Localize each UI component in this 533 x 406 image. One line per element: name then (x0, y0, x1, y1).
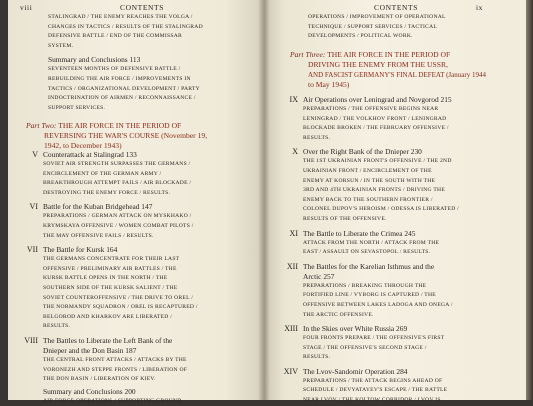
toc-line: STALINGRAD / THE ENEMY REACHES THE VOLGA / (48, 14, 193, 20)
toc-line: BLOCKADE BROKEN / THE FEBRUARY OFFENSIVE / (303, 125, 449, 132)
chapter-number: VI (29, 202, 38, 212)
chapter-number: VIII (24, 335, 38, 345)
toc-line: ENCIRCLEMENT OF THE GERMAN ARMY / (43, 170, 162, 177)
toc-line: THE 1ST UKRAINIAN FRONT'S OFFENSIVE / THE 2ND (303, 158, 452, 165)
part-two-heading (26, 117, 262, 151)
part-title: to May 1945) (308, 80, 350, 89)
toc-line: SOUTHERN SIDE OF THE KURSK SALIENT / THE (43, 284, 178, 291)
chapter-entry (22, 245, 262, 332)
chapter-entry (282, 229, 522, 258)
toc-line: STAGE / THE OFFENSIVE'S SECOND STAGE / (303, 344, 427, 351)
toc-line: PREPARATIONS / THE OFFENSIVE BEGINS NEAR (303, 106, 439, 112)
toc-line: OPERATIONS / IMPROVEMENT OF OPERATIONAL (308, 14, 446, 20)
toc-line: AIR FORCE OPERATIONS / SUPPORTING GROUND (43, 397, 182, 404)
part-title: THE AIR FORCE IN THE PERIOD OF (327, 50, 451, 59)
toc-line: SOVIET AIR STRENGTH SURPASSES THE GERMANS / (43, 161, 191, 167)
chapter-number: XIII (284, 324, 298, 334)
toc-line: DEFENSIVE BATTLE / END OF THE COMMISSAR (48, 33, 182, 40)
toc-line: THE ARCTIC OFFENSIVE. (303, 311, 374, 318)
toc-line: PREPARATIONS / BREAKING THROUGH THE (303, 282, 427, 289)
chapter-entry (282, 324, 522, 363)
toc-line: THE CENTRAL FRONT ATTACKS / ATTACKS BY THE (43, 356, 187, 363)
part-label: Part Three: (290, 50, 326, 59)
chapter-number: XI (289, 228, 298, 238)
chapter-title: Air Operations over Leningrad and Novgorod 215 (303, 95, 452, 104)
toc-line: 3RD AND 4TH UKRAINIAN FRONTS / DRIVING THE (303, 187, 446, 194)
summary-title: Summary and Conclusions 113 (48, 55, 141, 65)
toc-line: BREAKTHROUGH ATTEMPT FAILS / AIR BLOCKADE / (43, 180, 192, 187)
chapter-list-right (282, 95, 522, 406)
toc-line: SEVENTEEN MONTHS OF DEFENSIVE BATTLE / (48, 66, 181, 73)
part-title: DRIVING THE ENEMY FROM THE USSR, (308, 60, 448, 69)
toc-line: ATTACK FROM THE NORTH / ATTACK FROM THE (303, 239, 440, 246)
chapter-entry (22, 336, 262, 406)
chapter-title: Over the Right Bank of the Dnieper 230 (303, 147, 422, 157)
toc-line: NEAR LVOV / THE KOLTOW CORRIDOR / LVOV IS (303, 397, 441, 404)
part-title: AND FASCIST GERMANY'S FINAL DEFEAT (January 1944 (308, 71, 486, 79)
right-page (264, 0, 526, 404)
toc-line: THE GERMANS CONCENTRATE FOR THEIR LAST (43, 256, 180, 263)
chapter-title: The Battles to Liberate the Left Bank of the (43, 335, 173, 345)
chapter-title: In the Skies over White Russia 269 (303, 324, 408, 334)
toc-line: INDOCTRINATION OF AIRMEN / RECONNAISSANCE / (48, 95, 196, 102)
toc-line: RESULTS. (43, 323, 71, 330)
toc-line: OFFENSIVE / PRELIMINARY AIR BATTLES / THE (43, 265, 177, 272)
toc-line: THE MAY OFFENSIVE FAILS / RESULTS. (43, 232, 154, 239)
toc-line: EAST / ASSAULT ON SEVASTOPOL / RESULTS. (303, 249, 431, 256)
toc-line: PREPARATIONS / THE ATTACK BEGINS AHEAD OF (303, 377, 443, 384)
chapter-number: XII (286, 261, 298, 271)
part-title: 1942, to December 1943) (44, 141, 122, 150)
part-label: Part Two: (26, 121, 57, 130)
toc-line: RESULTS. (303, 134, 331, 141)
toc-line: SUPPORT SERVICES. (48, 104, 106, 111)
toc-line: CHANGES IN TACTICS / RESULTS OF THE STALINGRAD (48, 23, 203, 30)
chapter-title: Arctic 257 (303, 271, 335, 281)
toc-line: RESULTS. (303, 354, 331, 361)
toc-line: TACTICS / ORGANIZATIONAL DEVELOPMENT / PARTY (48, 85, 200, 92)
left-content (48, 13, 260, 113)
chapter-number: XIV (283, 366, 298, 376)
toc-line: FORTIFIED LINE / VYBORG IS CAPTURED / THE (303, 292, 436, 299)
toc-line: ENEMY AT KORSUN / IN THE SOUTH WITH THE (303, 177, 436, 184)
chapter-number: VII (26, 245, 38, 255)
book-gutter (258, 0, 270, 400)
toc-line: SOVIET COUNTEROFFENSIVE / THE DRIVE TO OREL / (43, 294, 194, 301)
toc-line: THE DON BASIN / LIBERATION OF KIEV. (43, 376, 156, 383)
toc-line: FOUR FRONTS PREPARE / THE OFFENSIVE'S FIRST (303, 335, 445, 342)
toc-line: THE NORMANDY SQUADRON / OREL IS RECAPTURED / (43, 304, 198, 311)
toc-line: OFFENSIVE BETWEEN LAKES LADOGA AND ONEGA / (303, 301, 453, 308)
chapter-list-left (22, 150, 262, 406)
chapter-title: Counterattack at Stalingrad 133 (43, 150, 137, 159)
page-edge (526, 0, 533, 400)
toc-line: DEVELOPMENTS / POLITICAL WORK. (308, 33, 413, 40)
page-number-right: ix (476, 3, 484, 12)
toc-line: PREPARATIONS / GERMAN ATTACK ON MYSKHAKO / (43, 213, 192, 220)
chapter-title: The Battle for Kursk 164 (43, 245, 118, 255)
toc-line: VORONEZH AND STEPPE FRONTS / LIBERATION OF (43, 366, 188, 373)
toc-line: ENEMY BACK TO THE SOUTHERN FRONTIER / (303, 196, 433, 203)
toc-line: TECHNIQUE / SUPPORT SERVICES / TACTICAL (308, 23, 438, 30)
toc-line: UKRAINIAN FRONT / ENCIRCLEMENT OF THE (303, 167, 432, 174)
summary-title: Summary and Conclusions 200 (43, 386, 136, 396)
chapter-title: Dnieper and the Don Basin 187 (43, 345, 137, 355)
chapter-entry (282, 95, 522, 143)
toc-line: COLONEL DUPOV'S HEROISM / ODESSA IS LIBERATED / (303, 206, 459, 213)
chapter-number: IX (289, 95, 298, 104)
chapter-title: The Lvov-Sandomir Operation 284 (303, 366, 408, 376)
chapter-entry (282, 262, 522, 320)
chapter-title: The Battle to Liberate the Crimea 245 (303, 228, 416, 238)
chapter-entry (282, 367, 522, 406)
toc-line: SYSTEM. (48, 42, 74, 49)
chapter-title: Battle for the Kuban Bridgehead 147 (43, 202, 153, 212)
part-three-heading (290, 46, 524, 90)
running-header-right: CONTENTS (374, 3, 418, 12)
chapter-title: The Battles for the Karelian Isthmus and the (303, 261, 435, 271)
toc-line: KRYMSKAYA OFFENSIVE / WOMEN COMBAT PILOTS / (43, 222, 194, 229)
toc-line: BELGOROD AND KHARKOV ARE LIBERATED / (43, 313, 173, 320)
part-title: REVERSING THE WAR'S COURSE (November 19, (44, 131, 208, 140)
toc-line: KURSK BATTLE OPENS IN THE NORTH / THE (43, 275, 168, 282)
toc-line: LENINGRAD / THE VOLKHOV FRONT / LENINGRAD (303, 115, 447, 122)
chapter-number: X (292, 147, 298, 157)
page-number-left: viii (20, 3, 33, 12)
toc-line: SCHEDULE / DEVYATAYEV'S ESCAPE / THE BATTLE (303, 387, 448, 394)
chapter-number: V (32, 150, 38, 159)
toc-line: RESULTS OF THE OFFENSIVE. (303, 215, 387, 222)
running-header-left: CONTENTS (120, 3, 164, 12)
chapter-entry (282, 147, 522, 224)
left-page (8, 0, 264, 404)
toc-line: DESTROYING THE ENEMY FORCE / RESULTS. (43, 189, 171, 196)
chapter-entry (22, 150, 262, 198)
toc-line: REBUILDING THE AIR FORCE / IMPROVEMENTS IN (48, 75, 191, 82)
right-content (308, 13, 522, 42)
part-title: THE AIR FORCE IN THE PERIOD OF (58, 121, 182, 130)
chapter-entry (22, 202, 262, 241)
